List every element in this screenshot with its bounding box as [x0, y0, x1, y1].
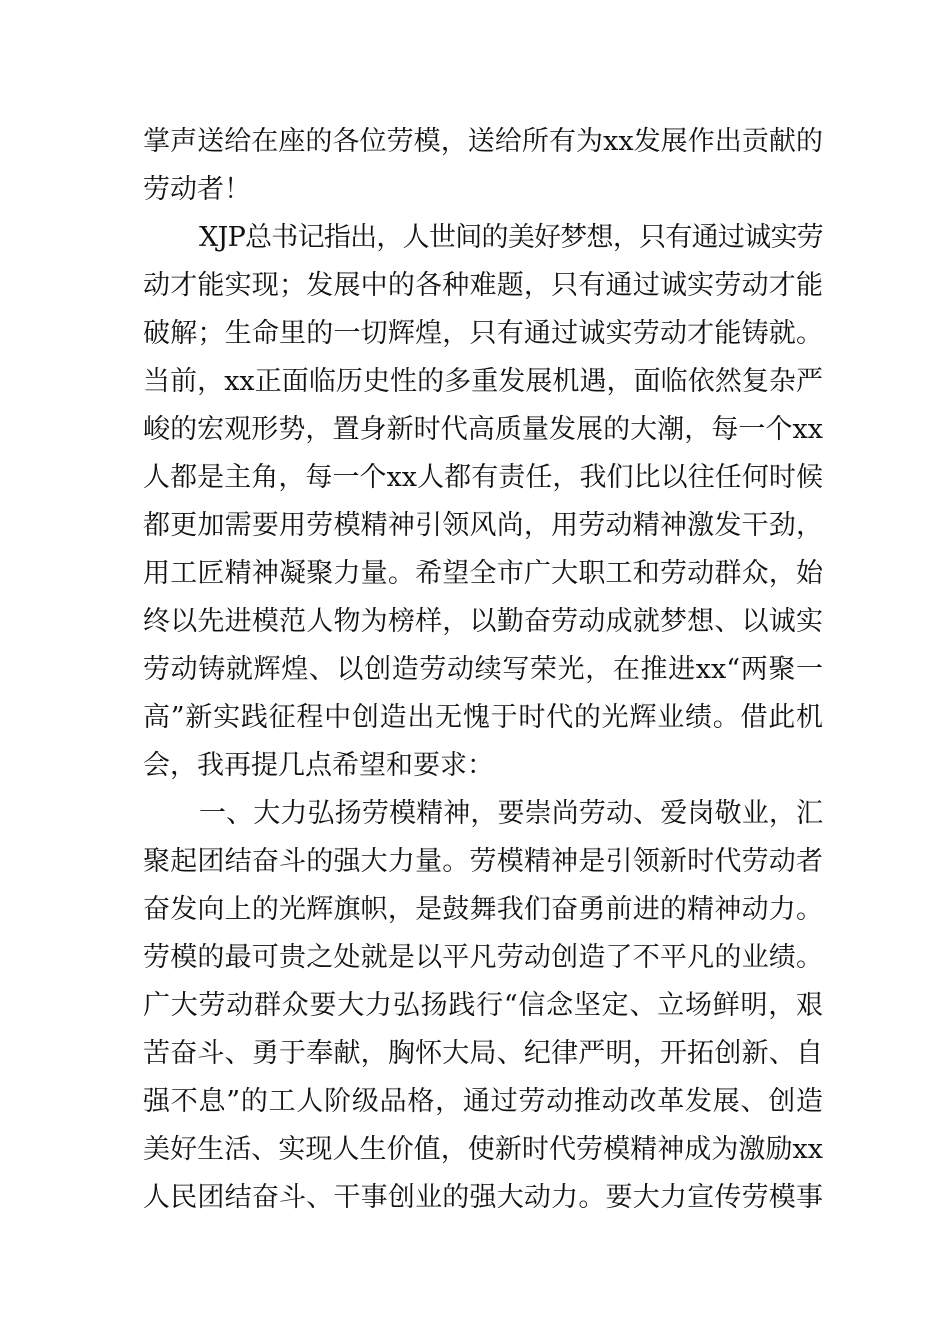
text-line: 用工匠精神凝聚力量。希望全市广大职工和劳动群众，始: [143, 558, 823, 589]
text-line: 广大劳动群众要大力弘扬践行“信念坚定、立场鲜明，艰: [143, 990, 823, 1021]
text-line: 美好生活、实现人生价值，使新时代劳模精神成为激励xx: [143, 1134, 823, 1165]
text-line: 劳动铸就辉煌、以创造劳动续写荣光，在推进xx“两聚一: [143, 654, 823, 685]
text-line: 劳动者！: [143, 174, 251, 205]
text-line: 峻的宏观形势，置身新时代高质量发展的大潮，每一个xx: [143, 414, 823, 445]
text-line: 终以先进模范人物为榜样，以勤奋劳动成就梦想、以诚实: [143, 606, 823, 637]
document-body: [143, 118, 823, 1222]
text-line: 都更加需要用劳模精神引领风尚，用劳动精神激发干劲，: [143, 510, 823, 541]
text-line: 苦奋斗、勇于奉献，胸怀大局、纪律严明，开拓创新、自: [143, 1038, 823, 1069]
text-line: 人都是主角，每一个xx人都有责任，我们比以往任何时候: [143, 462, 823, 493]
text-line: 当前，xx正面临历史性的多重发展机遇，面临依然复杂严: [143, 366, 823, 397]
text-line: 劳模的最可贵之处就是以平凡劳动创造了不平凡的业绩。: [143, 942, 823, 973]
text-line: 人民团结奋斗、干事创业的强大动力。要大力宣传劳模事: [143, 1182, 823, 1213]
text-line: 破解；生命里的一切辉煌，只有通过诚实劳动才能铸就。: [143, 318, 823, 349]
text-line: 奋发向上的光辉旗帜，是鼓舞我们奋勇前进的精神动力。: [143, 894, 823, 925]
text-line: 会，我再提几点希望和要求：: [143, 750, 494, 781]
text-line: 掌声送给在座的各位劳模，送给所有为xx发展作出贡献的: [143, 126, 823, 157]
text-line: 高”新实践征程中创造出无愧于时代的光辉业绩。借此机: [143, 702, 823, 733]
text-line: 动才能实现；发展中的各种难题，只有通过诚实劳动才能: [143, 270, 823, 301]
text-line: XJP总书记指出，人世间的美好梦想，只有通过诚实劳: [199, 222, 823, 253]
text-line: 聚起团结奋斗的强大力量。劳模精神是引领新时代劳动者: [143, 846, 823, 877]
text-line: 一、大力弘扬劳模精神，要崇尚劳动、爱岗敬业，汇: [199, 798, 823, 829]
text-line: 强不息”的工人阶级品格，通过劳动推动改革发展、创造: [143, 1086, 823, 1117]
